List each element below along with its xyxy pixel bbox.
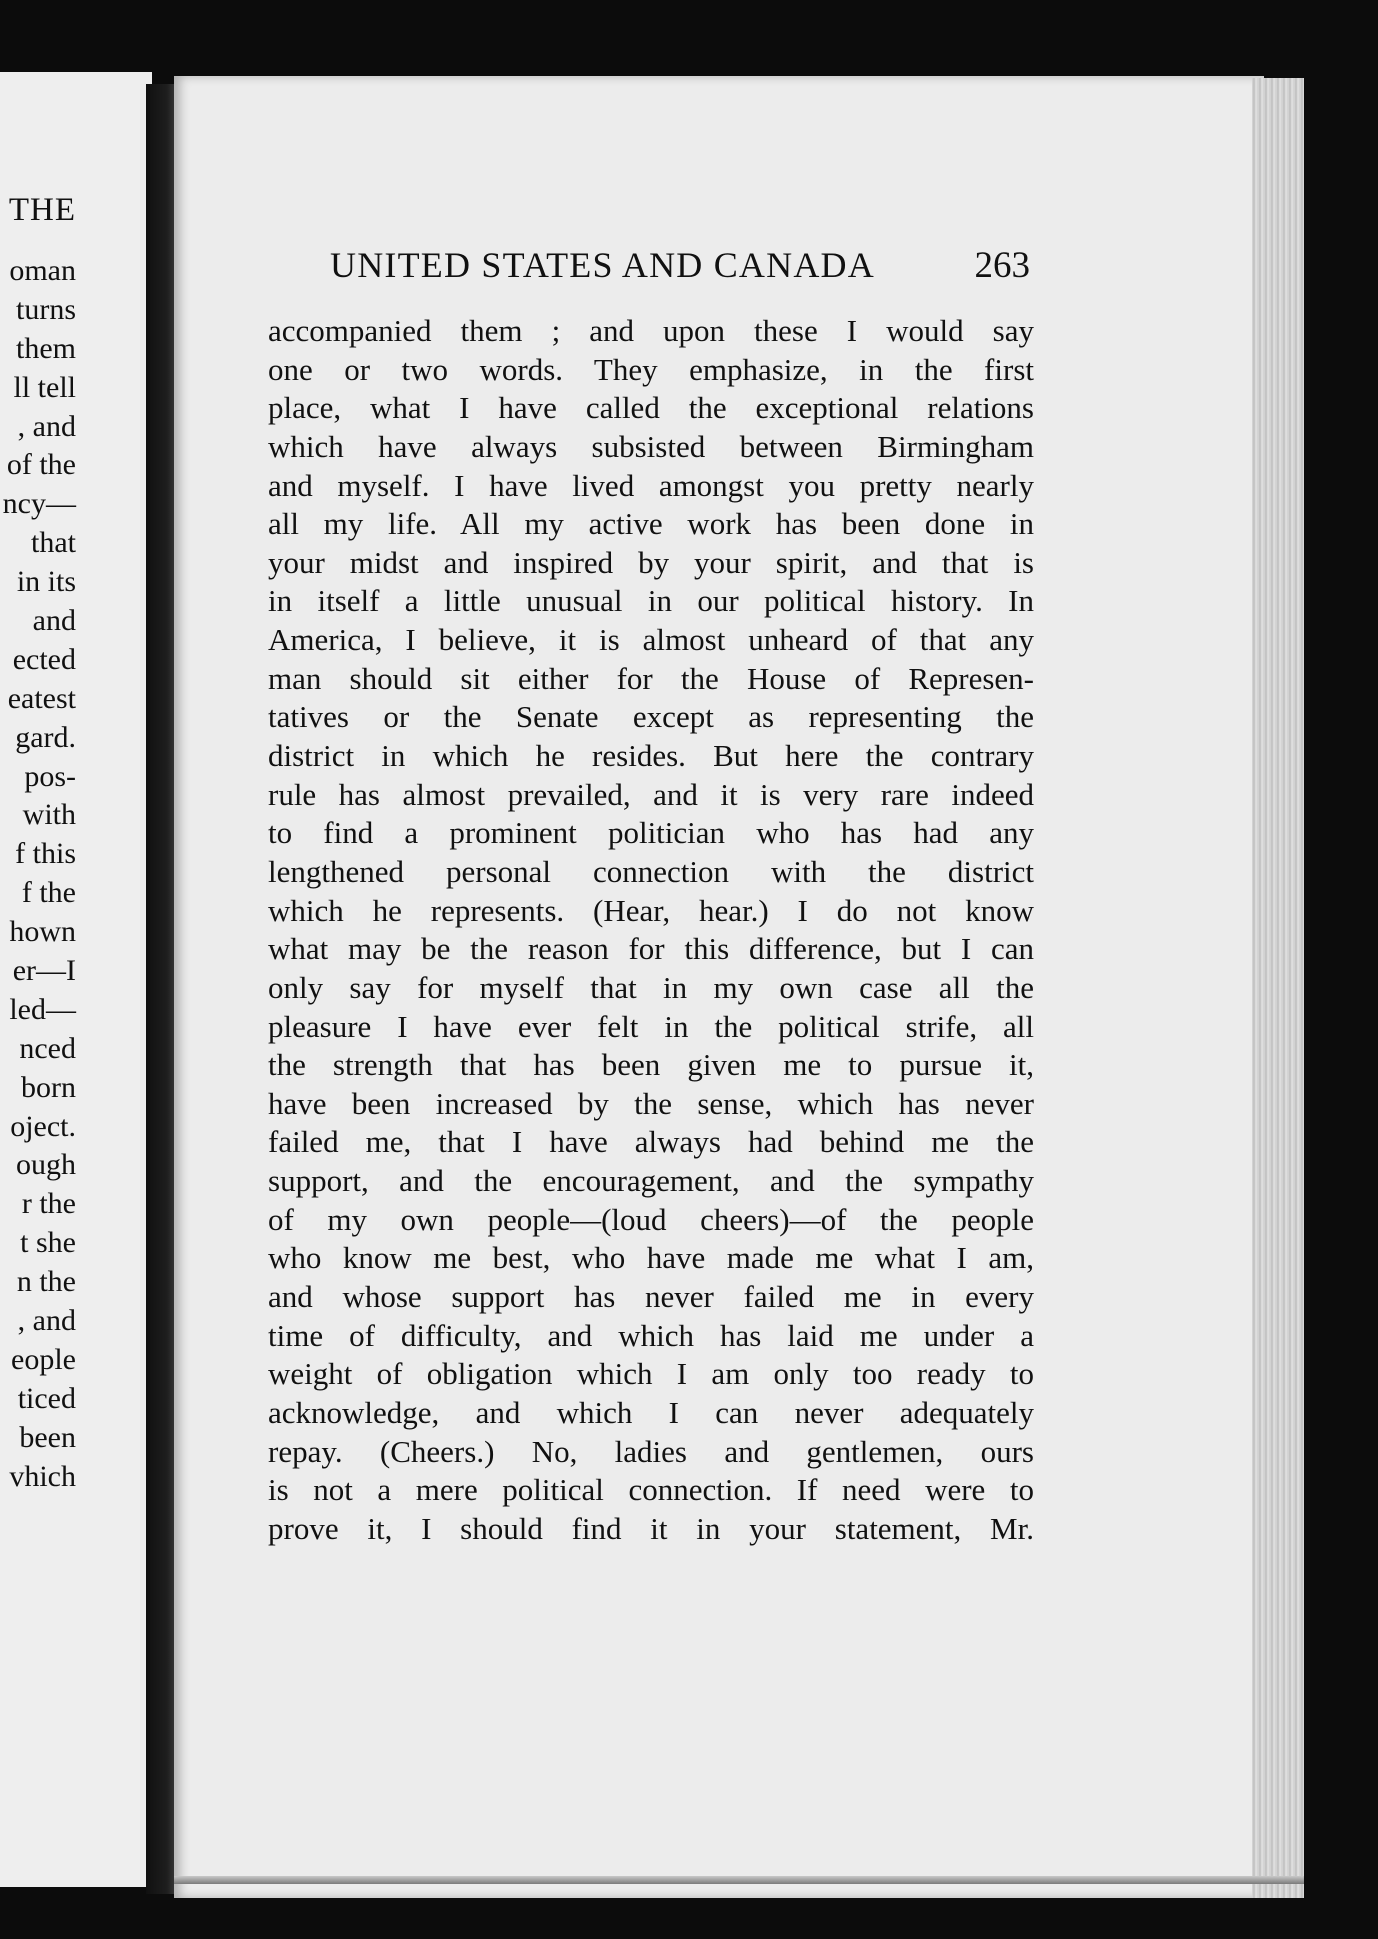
page-number: 263 [974,245,1030,286]
facing-page-line: eople [11,1342,76,1376]
facing-page-line: t she [20,1226,76,1260]
text-line: place, what I have called the exceptional relations [268,390,1034,426]
text-line: man should sit either for the House of Represen- [268,660,1034,696]
text-line: your midst and inspired by your spirit, and that is [268,544,1034,580]
text-line: support, and the encouragement, and the sympathy [268,1163,1034,1199]
text-line: which he represents. (Hear, hear.) I do not know [268,892,1034,928]
text-line: of my own people—(loud cheers)—of the people [268,1201,1034,1237]
facing-page-line: , and [17,1304,76,1338]
facing-page-running-head: THE [8,192,76,228]
facing-page-line: turns [16,292,76,326]
facing-page-line: f this [15,837,76,871]
text-line: who know me best, who have made me what I am, [268,1240,1034,1276]
text-line: rule has almost prevailed, and it is very rare indeed [268,776,1034,812]
text-line: which have always subsisted between Birmingham [268,428,1034,464]
running-head-title: UNITED STATES AND CANADA [330,245,875,285]
text-line: time of difficulty, and which has laid me under a [268,1317,1034,1353]
facing-page-line: that [31,526,76,560]
text-line: and myself. I have lived amongst you pretty nearly [268,467,1034,503]
facing-page-line: gard. [15,720,76,754]
facing-page-line: of the [6,448,76,482]
facing-page-line: ticed [17,1381,76,1415]
facing-page-line: in its [16,565,76,599]
text-line: tatives or the Senate except as representing the [268,699,1034,735]
text-line: what may be the reason for this difference, but I can [268,931,1034,967]
text-line: repay. (Cheers.) No, ladies and gentlemen, ours [268,1433,1034,1469]
text-line: have been increased by the sense, which has never [268,1085,1034,1121]
facing-page-line: vhich [9,1459,76,1493]
facing-page-line: nced [19,1031,76,1065]
text-line: prove it, I should find it in your statement, Mr. [268,1510,1034,1546]
text-line: one or two words. They emphasize, in the first [268,351,1034,387]
facing-page-line: and [32,604,76,638]
text-line: only say for myself that in my own case all the [268,969,1034,1005]
facing-page-line: ncy— [2,487,76,521]
facing-page-line: r the [21,1187,76,1221]
facing-page-line: , and [17,409,76,443]
facing-page-line: been [19,1420,76,1454]
text-line: is not a mere political connection. If need were to [268,1472,1034,1508]
facing-page-line: er—I [12,954,76,988]
facing-page-line: ough [16,1148,76,1182]
facing-page-line: oman [9,254,76,287]
facing-page-line: with [22,798,76,832]
facing-page-line: pos- [24,759,76,793]
page-edges [1252,78,1304,1898]
facing-page-line: n the [16,1265,76,1299]
facing-page-line: eatest [7,681,76,715]
facing-page-line: them [16,331,76,365]
facing-page-text [0,252,76,1497]
facing-page-line: born [21,1070,76,1104]
text-line: the strength that has been given me to pursue it, [268,1047,1034,1083]
text-line: and whose support has never failed me in every [268,1279,1034,1315]
text-line: failed me, that I have always had behind me the [268,1124,1034,1160]
text-line: pleasure I have ever felt in the political strife, all [268,1008,1034,1044]
facing-page-line: hown [9,915,76,949]
book-gutter [146,84,176,1894]
running-head [330,244,1030,287]
page-body-text [268,312,1034,1549]
text-line: all my life. All my active work has been done in [268,506,1034,542]
text-line: acknowledge, and which I can never adequately [268,1394,1034,1430]
facing-page-line: led— [9,992,76,1026]
facing-page-line: ll tell [13,370,76,404]
text-line: America, I believe, it is almost unheard of that any [268,622,1034,658]
text-line: accompanied them ; and upon these I would say [268,313,1034,348]
facing-page-line: oject. [10,1109,76,1143]
text-line: weight of obligation which I am only too ready to [268,1356,1034,1392]
text-line: in itself a little unusual in our political history. In [268,583,1034,619]
text-line: to find a prominent politician who has had any [268,815,1034,851]
text-line: lengthened personal connection with the district [268,853,1034,889]
facing-page-line: ected [12,642,76,676]
facing-page-line: f the [21,876,76,910]
page-bottom-edge [174,1876,1304,1884]
text-line: district in which he resides. But here the contrary [268,738,1034,774]
